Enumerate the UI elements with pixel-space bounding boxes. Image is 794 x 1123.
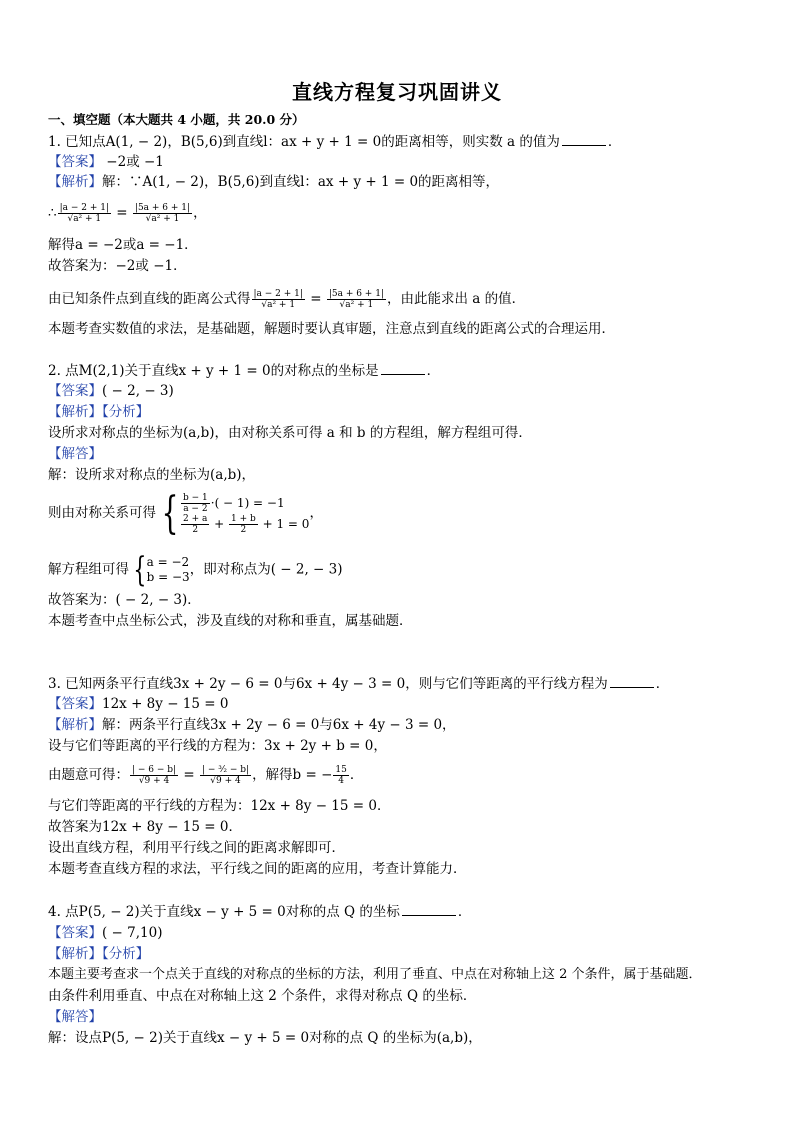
fraction-numerator: b − 1 (183, 492, 208, 503)
fraction-left (252, 289, 305, 310)
question-1-solve: 解得a = −2或a = −1． (48, 237, 198, 253)
question-1-equation (48, 198, 207, 228)
question-3-text: 3. 已知两条平行直线3x + 2y − 6 = 0与6x + 4y − 3 = 0，则与它们等距离的平行线方程为 (48, 676, 608, 692)
fraction-numerator: |5a + 6 + 1| (328, 289, 384, 299)
question-4-solution-tag (48, 1008, 102, 1026)
question-1-text: 1. 已知点A(1, − 2)，B(5,6)到直线l：ax + y + 1 = 0的距离相等，则实数 a 的值为 (48, 134, 560, 150)
question-1-answer (48, 153, 164, 171)
answer-value: 12x + 8y − 15 = 0 (102, 696, 229, 712)
question-2-solution (48, 550, 343, 590)
equation-system (180, 493, 309, 535)
fraction-left (58, 203, 111, 224)
analysis-tag: 【解析】 (48, 717, 102, 733)
fraction-denominator: √9 + 4 (210, 776, 241, 786)
solution-b: b = −3 (146, 570, 190, 584)
question-2-final: 故答案为：( − 2, − 3)． (48, 592, 201, 608)
fraction (333, 765, 348, 786)
question-3-line-2: 设与它们等距离的平行线的方程为：3x + 2y + b = 0， (48, 738, 387, 754)
method-text-end: ，由此能求出 a 的值． (386, 291, 526, 307)
question-3-line-6: 设出直线方程，利用平行线之间的距离求解即可． (48, 840, 345, 856)
question-3-line-3: 由题意可得： $\frac{| - 6 - b|}{√9 + 4}$ = $\frac{\text{| − ³⁄₂ − b|}}{√9 + 4}$ ，解得b = − $\frac{15}{4}$ ． (48, 765, 364, 786)
question-4-stem (48, 903, 471, 921)
question-2-analysis-tag (48, 403, 149, 421)
question-4-answer (48, 924, 163, 942)
question-3-analysis (48, 716, 456, 734)
equals-sign: = (305, 291, 326, 307)
solution-a: a = −2 (146, 555, 190, 569)
answer-blank (381, 362, 425, 375)
therefore-sign: ∴ (48, 205, 57, 221)
fraction-denominator: 2 (192, 524, 199, 535)
answer-blank (402, 903, 456, 916)
fraction-denominator: √9 + 4 (138, 776, 170, 786)
answer-tag: 【答案】 (48, 383, 102, 399)
question-2-text: 2. 点M(2,1)关于直线x + y + 1 = 0的对称点的坐标是 (48, 363, 379, 379)
question-4-line-1: 本题主要考查求一个点关于直线的对称点的坐标的方法，利用了垂直、中点在对称轴上这 2 个条件，属于基础题． (48, 967, 702, 982)
fraction (200, 765, 251, 786)
fraction (181, 493, 210, 514)
answer-value: ( − 7,10) (102, 925, 163, 941)
question-2-system (48, 487, 323, 539)
question-1-method (48, 284, 525, 314)
question-3-stem (48, 675, 669, 693)
equals-sign: = (112, 205, 132, 221)
eq-rest: + 1 = 0 (258, 516, 310, 531)
system-eq-2: $\frac{2 + a}{2}$ + $\frac{1 + b}{2}$ + 1 = 0 (183, 513, 310, 535)
question-3-answer (48, 695, 228, 713)
fraction-denominator: √a² + 1 (261, 300, 296, 310)
fraction-right (327, 289, 386, 310)
system-eq-1 (180, 493, 309, 514)
analysis-tag: 【解析】 (48, 174, 102, 190)
fraction-numerator: | − ³⁄₂ − b| (201, 765, 250, 775)
analysis-tag: 【解析】【分析】 (48, 946, 150, 962)
page-title: 直线方程复习巩固讲义 (292, 80, 502, 104)
fraction-numerator: |5a + 6 + 1| (134, 203, 191, 213)
fraction-numerator: |a − 2 + 1| (253, 289, 303, 299)
fraction-numerator: 15 (335, 765, 347, 775)
answer-blank (610, 675, 654, 688)
period: ． (349, 767, 364, 783)
question-1-analysis (48, 173, 499, 191)
period: ． (457, 904, 472, 920)
system-intro: 则由对称关系可得 (48, 505, 156, 521)
fraction (229, 514, 258, 535)
fraction-numerator: 1 + b (231, 513, 256, 524)
question-3-final: 故答案为12x + 8y − 15 = 0． (48, 819, 242, 835)
fraction-denominator: 4 (338, 776, 345, 786)
question-3-summary: 本题考查直线方程的求法，平行线之间的距离的应用，考查计算能力． (48, 861, 467, 877)
question-2-stem (48, 362, 440, 380)
period: ． (607, 134, 622, 150)
line-mid: ，解得b = − (252, 767, 333, 783)
fraction-right (133, 203, 192, 224)
solution-tag: 【解答】 (48, 446, 102, 462)
comma: ， (193, 205, 207, 221)
question-1-stem (48, 133, 621, 151)
left-brace: { (161, 487, 179, 539)
line-intro: 由题意可得： (48, 767, 129, 783)
question-2-sol-1: 解：设所求对称点的坐标为(a,b)， (48, 467, 256, 483)
analysis-tag: 【解析】【分析】 (48, 404, 150, 420)
answer-tag: 【答案】 (48, 925, 102, 941)
section-header: 一、填空题（本大题共 4 小题，共 20.0 分） (48, 112, 305, 127)
solution-result: ，即对称点为( − 2, − 3) (189, 561, 343, 578)
left-brace: { (133, 550, 147, 590)
question-4-text: 4. 点P(5, − 2)关于直线x − y + 5 = 0对称的点 Q 的坐标 (48, 904, 400, 920)
fraction-denominator: √a² + 1 (339, 300, 374, 310)
comma: ， (309, 505, 323, 521)
fraction-denominator: 2 (240, 524, 247, 535)
fraction-numerator: | − 6 − b| (132, 765, 177, 775)
question-4-line-2: 由条件利用垂直、中点在对称轴上这 2 个条件，求得对称点 Q 的坐标． (48, 988, 477, 1004)
analysis-text: 解：两条平行直线3x + 2y − 6 = 0与6x + 4y − 3 = 0， (102, 717, 456, 733)
fraction (130, 765, 178, 786)
fraction-denominator: √a² + 1 (67, 214, 102, 224)
question-3-line-4: 与它们等距离的平行线的方程为：12x + 8y − 15 = 0． (48, 798, 391, 814)
solution-system (147, 555, 190, 585)
question-1-summary: 本题考查实数值的求法，是基础题，解题时要认真审题，注意点到直线的距离公式的合理运用． (48, 321, 615, 337)
answer-tag: 【答案】 (48, 154, 102, 170)
question-2-solution-tag (48, 445, 102, 463)
question-4-line-3: 解：设点P(5, − 2)关于直线x − y + 5 = 0对称的点 Q 的坐标为(a,b)， (48, 1030, 482, 1046)
period: ． (655, 676, 670, 692)
fraction-denominator: a − 2 (183, 503, 208, 514)
solution-tag: 【解答】 (48, 1009, 102, 1025)
question-4-analysis-tag (48, 945, 149, 963)
period: ． (426, 363, 441, 379)
question-2-analysis: 设所求对称点的坐标为(a,b)，由对称关系可得 a 和 b 的方程组，解方程组可得． (48, 425, 532, 441)
answer-value: −2或 −1 (102, 154, 164, 170)
solution-intro: 解方程组可得 (48, 561, 129, 578)
answer-blank (562, 133, 606, 146)
eq-rest: ·( − 1) = −1 (210, 495, 285, 510)
question-2-summary: 本题考查中点坐标公式，涉及直线的对称和垂直，属基础题． (48, 613, 413, 629)
fraction-numerator: |a − 2 + 1| (59, 203, 110, 213)
method-text: 由已知条件点到直线的距离公式得 (48, 291, 251, 307)
answer-tag: 【答案】 (48, 696, 102, 712)
fraction-numerator: 2 + a (183, 513, 208, 524)
fraction (181, 514, 209, 535)
answer-value: ( − 2, − 3) (102, 383, 174, 399)
analysis-text: 解：∵A(1, − 2)，B(5,6)到直线l：ax + y + 1 = 0的距离相等， (102, 174, 500, 190)
fraction-denominator: √a² + 1 (145, 214, 180, 224)
question-1-final: 故答案为：−2或 −1． (48, 258, 187, 274)
question-2-answer (48, 382, 174, 400)
